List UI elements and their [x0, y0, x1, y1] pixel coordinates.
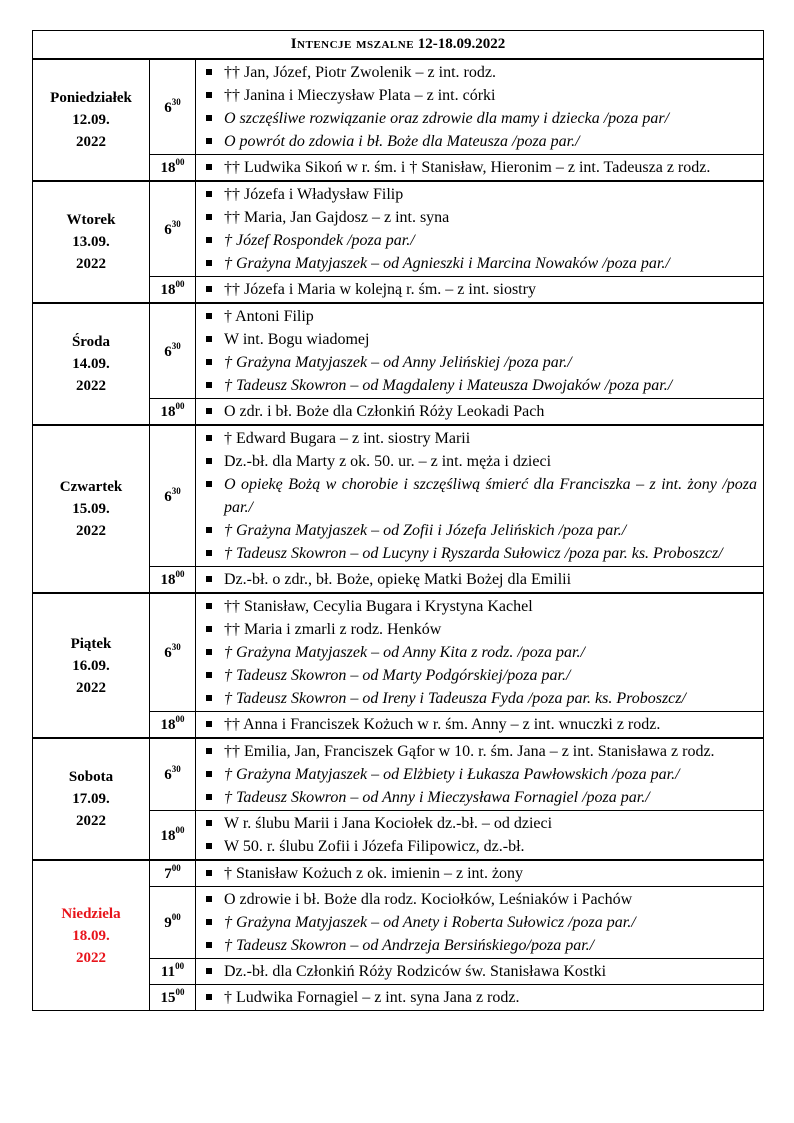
- day-name: Piątek: [70, 635, 112, 652]
- intentions-cell: [196, 887, 764, 959]
- day-year: 2022: [76, 134, 106, 150]
- mass-minutes: 00: [175, 157, 185, 167]
- intention-item: † Grażyna Matyjaszek – od Anny Jelińskiej /poza par./: [204, 351, 757, 374]
- intentions-list: [204, 183, 757, 275]
- intention-item: † Edward Bugara – z int. siostry Marii: [204, 427, 757, 450]
- intentions-list: [204, 568, 757, 591]
- mass-time: [150, 887, 196, 959]
- intentions-list: [204, 61, 757, 153]
- intention-item: W 50. r. ślubu Zofii i Józefa Filipowicz, dz.-bł.: [204, 835, 757, 858]
- day-cell: [33, 860, 150, 1011]
- mass-row: [33, 860, 764, 887]
- intention-item: Dz.-bł. dla Członkiń Róży Rodziców św. Stanisława Kostki: [204, 960, 757, 983]
- intention-item: †† Maria i zmarli z rodz. Henków: [204, 618, 757, 641]
- intention-item: O opiekę Bożą w chorobie i szczęśliwą śmierć dla Franciszka – z int. żony /poza par./: [204, 473, 757, 519]
- intention-item: † Tadeusz Skowron – od Magdaleny i Mateusza Dwojaków /poza par./: [204, 374, 757, 397]
- intentions-cell: [196, 567, 764, 594]
- mass-time: [150, 811, 196, 861]
- intentions-cell: [196, 738, 764, 811]
- day-cell: [33, 303, 150, 425]
- mass-minutes: 00: [175, 279, 185, 289]
- mass-minutes: 00: [175, 987, 185, 997]
- intentions-cell: [196, 860, 764, 887]
- mass-minutes: 30: [171, 485, 181, 496]
- intentions-list: [204, 278, 757, 301]
- intention-item: †† Emilia, Jan, Franciszek Gąfor w 10. r. śm. Jana – z int. Stanisława z rodz.: [204, 740, 757, 763]
- intention-item: † Antoni Filip: [204, 305, 757, 328]
- mass-minutes: 30: [171, 340, 181, 351]
- title-lead: Intencje mszalne: [290, 36, 415, 52]
- day-name: Sobota: [68, 769, 114, 785]
- day-year: 2022: [76, 523, 106, 539]
- intentions-cell: [196, 985, 764, 1011]
- intention-item: † Tadeusz Skowron – od Andrzeja Bersińskiego/poza par./: [204, 934, 757, 957]
- day-date: 13.09.: [72, 234, 110, 250]
- intentions-list: [204, 427, 757, 565]
- intentions-list: [204, 960, 757, 983]
- mass-time: [150, 593, 196, 712]
- mass-hour: 18: [160, 160, 176, 176]
- intention-item: † Tadeusz Skowron – od Lucyny i Ryszarda Sułowicz /poza par. ks. Proboszcz/: [204, 542, 757, 565]
- intention-item: O szczęśliwe rozwiązanie oraz zdrowie dla mamy i dziecka /poza par/: [204, 107, 757, 130]
- intentions-list: [204, 862, 757, 885]
- intention-item: †† Józefa i Władysław Filip: [204, 183, 757, 206]
- day-date: 16.09.: [72, 657, 110, 674]
- intention-item: Dz.-bł. o zdr., bł. Boże, opiekę Matki Bożej dla Emilii: [204, 568, 757, 591]
- intentions-cell: [196, 811, 764, 861]
- intentions-list: [204, 888, 757, 957]
- mass-time: [150, 985, 196, 1011]
- mass-hour: 6: [164, 645, 172, 661]
- intention-item: W r. ślubu Marii i Jana Kociołek dz.-bł. – od dzieci: [204, 812, 757, 835]
- page-title: [33, 31, 764, 60]
- mass-minutes: 00: [175, 961, 185, 971]
- mass-minutes: 30: [171, 218, 181, 229]
- day-name: Środa: [71, 334, 111, 350]
- mass-minutes: 30: [171, 96, 181, 107]
- intention-item: † Tadeusz Skowron – od Ireny i Tadeusza Fyda /poza par. ks. Proboszcz/: [204, 687, 757, 710]
- intention-item: † Tadeusz Skowron – od Marty Podgórskiej/poza par./: [204, 664, 757, 687]
- mass-time: [150, 303, 196, 399]
- intentions-cell: [196, 303, 764, 399]
- intention-item: † Tadeusz Skowron – od Anny i Mieczysława Fornagiel /poza par./: [204, 786, 757, 809]
- intentions-list: [204, 713, 757, 736]
- intention-item: Dz.-bł. dla Marty z ok. 50. ur. – z int. męża i dzieci: [204, 450, 757, 473]
- intention-item: † Grażyna Matyjaszek – od Anny Kita z rodz. /poza par./: [204, 641, 757, 664]
- intention-item: † Grażyna Matyjaszek – od Anety i Roberta Sułowicz /poza par./: [204, 911, 757, 934]
- intention-item: † Grażyna Matyjaszek – od Agnieszki i Marcina Nowaków /poza par./: [204, 252, 757, 275]
- day-cell: [33, 425, 150, 593]
- mass-minutes: 00: [175, 569, 185, 579]
- day-cell: [33, 738, 150, 860]
- intentions-table: [32, 30, 764, 1011]
- mass-row: [33, 181, 764, 277]
- intentions-list: [204, 400, 757, 423]
- day-date: 14.09.: [72, 356, 110, 372]
- intention-item: † Stanisław Kożuch z ok. imienin – z int. żony: [204, 862, 757, 885]
- intentions-cell: [196, 155, 764, 182]
- mass-hour: 6: [164, 488, 172, 505]
- intentions-list: [204, 986, 757, 1009]
- intention-item: †† Janina i Mieczysław Plata – z int. córki: [204, 84, 757, 107]
- intention-item: O zdrowie i bł. Boże dla rodz. Kociołków, Leśniaków i Pachów: [204, 888, 757, 911]
- mass-hour: 6: [164, 221, 172, 238]
- mass-row: [33, 59, 764, 155]
- intention-item: †† Maria, Jan Gajdosz – z int. syna: [204, 206, 757, 229]
- mass-time: [150, 567, 196, 594]
- mass-time: [150, 738, 196, 811]
- intention-item: † Józef Rospondek /poza par./: [204, 229, 757, 252]
- mass-time: [150, 399, 196, 426]
- intentions-cell: [196, 277, 764, 304]
- mass-time: [150, 712, 196, 739]
- mass-row: [33, 593, 764, 712]
- mass-time: [150, 59, 196, 155]
- title-dates: 12-18.09.2022: [417, 36, 506, 52]
- mass-hour: 18: [160, 404, 176, 420]
- mass-minutes: 00: [171, 912, 181, 922]
- mass-hour: 18: [160, 717, 176, 733]
- day-name: Poniedziałek: [50, 90, 132, 106]
- mass-hour: 18: [160, 282, 176, 298]
- mass-minutes: 00: [175, 714, 185, 724]
- intentions-list: [204, 740, 757, 809]
- mass-minutes: 00: [175, 401, 185, 411]
- mass-time: [150, 959, 196, 985]
- intention-item: †† Anna i Franciszek Kożuch w r. śm. Anny – z int. wnuczki z rodz.: [204, 713, 757, 736]
- day-year: 2022: [76, 949, 106, 966]
- mass-time: [150, 181, 196, 277]
- mass-hour: 6: [164, 99, 172, 116]
- mass-time: [150, 860, 196, 887]
- intention-item: O zdr. i bł. Boże dla Członkiń Róży Leokadi Pach: [204, 400, 757, 423]
- intentions-cell: [196, 959, 764, 985]
- mass-row: [33, 738, 764, 811]
- mass-hour: 6: [164, 343, 172, 360]
- mass-hour: 6: [164, 767, 172, 783]
- intentions-cell: [196, 399, 764, 426]
- intention-item: †† Jan, Józef, Piotr Zwolenik – z int. rodz.: [204, 61, 757, 84]
- intentions-list: [204, 305, 757, 397]
- intention-item: † Grażyna Matyjaszek – od Elżbiety i Łukasza Pawłowskich /poza par./: [204, 763, 757, 786]
- day-cell: [33, 59, 150, 181]
- intention-item: O powrót do zdowia i bł. Boże dla Mateusza /poza par./: [204, 130, 757, 153]
- intentions-cell: [196, 593, 764, 712]
- day-year: 2022: [76, 813, 106, 829]
- intentions-list: [204, 156, 757, 179]
- intention-item: †† Stanisław, Cecylia Bugara i Krystyna Kachel: [204, 595, 757, 618]
- mass-minutes: 00: [175, 824, 185, 835]
- day-name: Wtorek: [66, 212, 116, 228]
- intentions-cell: [196, 712, 764, 739]
- day-name: Niedziela: [61, 905, 121, 922]
- mass-time: [150, 277, 196, 304]
- day-year: 2022: [76, 679, 106, 696]
- intention-item: †† Ludwika Sikoń w r. śm. i † Stanisław, Hieronim – z int. Tadeusza z rodz.: [204, 156, 757, 179]
- intention-item: †† Józefa i Maria w kolejną r. śm. – z int. siostry: [204, 278, 757, 301]
- mass-hour: 18: [160, 827, 176, 844]
- mass-time: [150, 155, 196, 182]
- mass-minutes: 30: [171, 764, 181, 774]
- day-date: 18.09.: [72, 927, 110, 944]
- intentions-cell: [196, 181, 764, 277]
- mass-row: [33, 303, 764, 399]
- day-date: 15.09.: [72, 501, 110, 517]
- mass-minutes: 30: [171, 642, 181, 652]
- day-year: 2022: [76, 256, 106, 272]
- intention-item: † Ludwika Fornagiel – z int. syna Jana z rodz.: [204, 986, 757, 1009]
- mass-time: [150, 425, 196, 567]
- mass-row: [33, 425, 764, 567]
- intentions-cell: [196, 425, 764, 567]
- mass-hour: 11: [160, 964, 176, 980]
- mass-hour: 9: [164, 915, 172, 931]
- intention-item: W int. Bogu wiadomej: [204, 328, 757, 351]
- mass-hour: 15: [160, 990, 176, 1006]
- day-date: 17.09.: [72, 791, 110, 807]
- intentions-list: [204, 812, 757, 858]
- mass-hour: 18: [160, 572, 176, 588]
- day-cell: [33, 593, 150, 738]
- day-cell: [33, 181, 150, 303]
- mass-hour: 7: [164, 866, 172, 882]
- day-year: 2022: [76, 378, 106, 394]
- intentions-list: [204, 595, 757, 710]
- intention-item: † Grażyna Matyjaszek – od Zofii i Józefa Jelińskich /poza par./: [204, 519, 757, 542]
- mass-minutes: 00: [171, 863, 181, 873]
- title-row: [33, 31, 764, 60]
- day-date: 12.09.: [72, 112, 110, 128]
- day-name: Czwartek: [59, 479, 123, 495]
- intentions-cell: [196, 59, 764, 155]
